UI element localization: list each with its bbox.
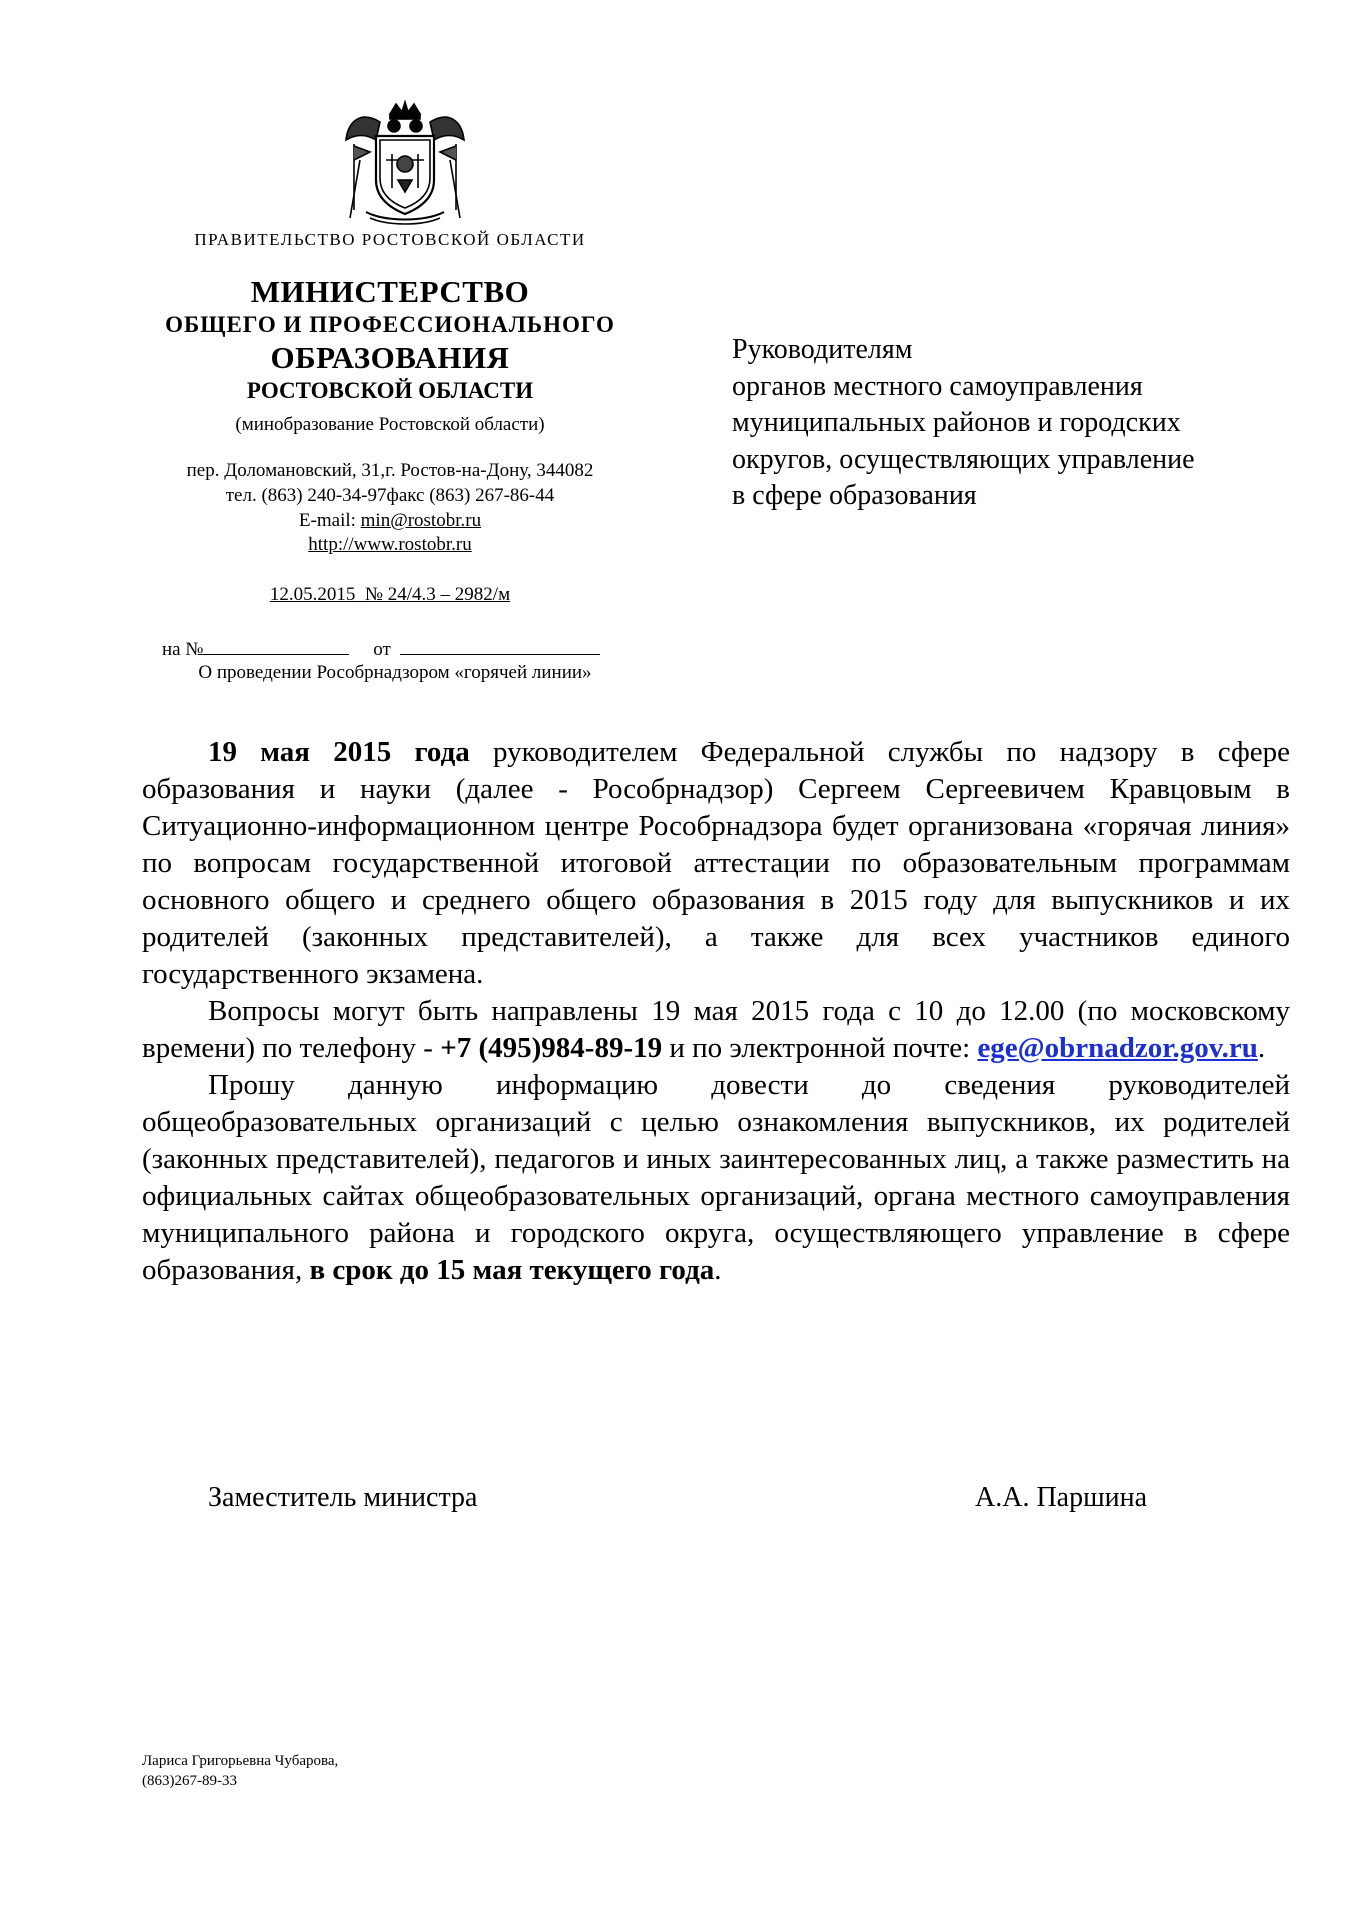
ministry-short-name: (минобразование Ростовской области) <box>235 414 545 435</box>
ministry-name-line-3: ОБРАЗОВАНИЯ <box>270 340 510 375</box>
ministry-name-line-2: ОБЩЕГО И ПРОФЕССИОНАЛЬНОГО <box>165 312 615 337</box>
from-blank <box>400 636 600 655</box>
signatory-name: А.А. Паршина <box>975 1482 1148 1513</box>
paragraph-end: . <box>1257 1032 1266 1064</box>
coat-of-arms-icon <box>340 100 470 228</box>
hotline-email-link[interactable]: ege@obrnadzor.gov.ru <box>977 1032 1258 1064</box>
ministry-address: пер. Доломановский, 31,г. Ростов-на-Дону, 344082 <box>186 460 594 481</box>
deadline: в срок до 15 мая текущего года <box>309 1254 715 1286</box>
document-date: 12.05.2015 <box>269 584 356 605</box>
ministry-name-line-1: МИНИСТЕРСТВО <box>250 274 530 309</box>
contact-person-phone: (863)267-89-33 <box>142 1773 237 1789</box>
paragraph-text: Прошу данную информацию довести до сведения руководителей общеобразовательных организаций с целью ознакомления выпускников, их родителей (законных представителей), педагогов и иных заинтересованных лиц, а также разместить на официальных сайтах общеобразовательных организаций, органа местного самоуправления муниципального района и городского округа, осуществляющего управление в сфере образования, <box>142 1069 1290 1286</box>
addressee-line: округов, осуществляющих управление <box>732 443 1195 475</box>
government-name: ПРАВИТЕЛЬСТВО РОСТОВСКОЙ ОБЛАСТИ <box>194 230 586 249</box>
paragraph-text: руководителем Федеральной службы по надзору в сфере образования и науки (далее - Рособрнадзор) Сергеем Сергеевичем Кравцовым в Ситуационно-информационном центре Рособрнадзора будет организована «горячая линия» по вопросам государственной итоговой аттестации по образовательным программам основного общего и среднего общего образования в 2015 году для выпускников и их родителей (законных представителей), а также для всех участников единого государственного экзамена. <box>142 736 1290 990</box>
paragraph-text: и по электронной почте: <box>662 1032 978 1064</box>
addressee-block <box>732 332 1292 515</box>
ministry-website-line <box>150 534 630 556</box>
body-paragraph-3 <box>142 1067 1290 1289</box>
paragraph-text: Вопросы могут быть направлены 19 мая 2015 года с 10 до 12.00 (по московскому времени) по телефону - <box>142 995 1290 1064</box>
ministry-email-link[interactable]: min@rostobr.ru <box>360 510 482 531</box>
ministry-email-line <box>150 510 630 532</box>
paragraph-end: . <box>714 1254 722 1286</box>
from-label: от <box>373 639 391 660</box>
ministry-name-line-4: РОСТОВСКОЙ ОБЛАСТИ <box>246 378 534 403</box>
letter-body <box>142 734 1290 1289</box>
on-no-label: на № <box>162 639 204 660</box>
ministry-website-link[interactable]: http://www.rostobr.ru <box>308 534 472 555</box>
body-paragraph-2 <box>142 993 1290 1067</box>
document-reference <box>150 584 630 606</box>
addressee-line: Руководителям <box>732 334 913 365</box>
incoming-reference-line <box>162 636 600 661</box>
hotline-phone: +7 (495)984-89-19 <box>440 1032 663 1064</box>
email-label: E-mail: <box>298 510 361 531</box>
event-date: 19 мая 2015 года <box>208 736 470 768</box>
addressee-line: муниципальных районов и городских <box>732 407 1181 438</box>
letter-subject: О проведении Рособрнадзором «горячей линии» <box>198 662 592 683</box>
document-number: № 24/4.3 – 2982/м <box>364 584 511 605</box>
ministry-phone-fax: тел. (863) 240-34-97факс (863) 267-86-44 <box>225 485 555 506</box>
on-no-blank <box>203 636 349 655</box>
signatory-title: Заместитель министра <box>208 1482 478 1513</box>
body-paragraph-1 <box>142 734 1290 993</box>
addressee-line: органов местного самоуправления <box>732 370 1143 402</box>
contact-person-name: Лариса Григорьевна Чубарова, <box>142 1753 339 1769</box>
addressee-line: в сфере образования <box>732 480 977 511</box>
